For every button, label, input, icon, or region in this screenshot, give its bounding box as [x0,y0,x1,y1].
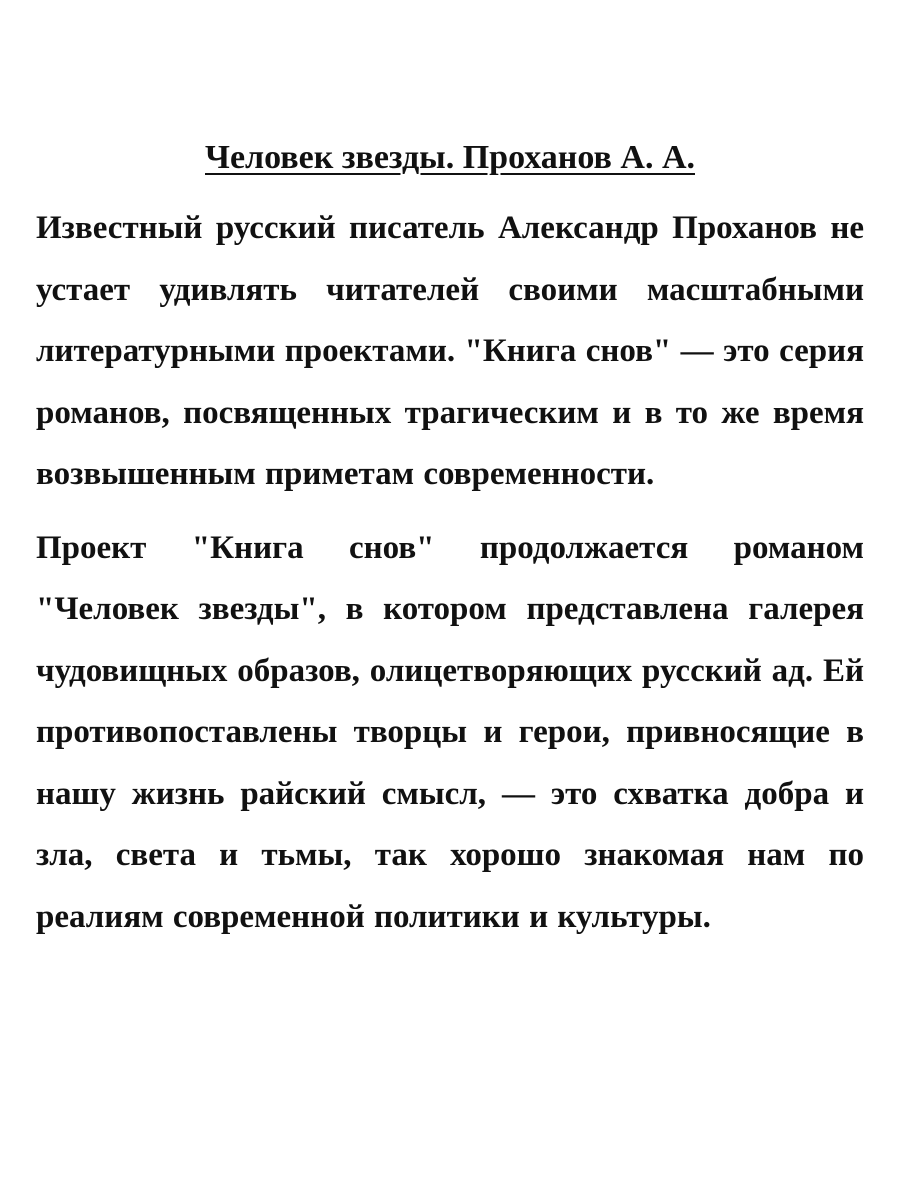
paragraph-project: Проект "Книга снов" продолжается романом "Человек звезды", в котором представлена галерея чудовищных образов, олицетворяющих русский ад. Ей противопоставлены творцы и герои, привносящие в нашу жизнь райский смысл, — это схватка добра и зла, света и тьмы, так хорошо знакомая нам по реалиям современной политики и культуры. [36,529,864,935]
paragraph-intro: Известный русский писатель Александр Проханов не устает удивлять читателей своими масштабными литературными проектами. "Книга снов" — это серия романов, посвященных трагическим и в то же время возвышенным приметам современности. [36,210,864,492]
document-title: Человек звезды. Проханов А. А. [205,139,695,176]
